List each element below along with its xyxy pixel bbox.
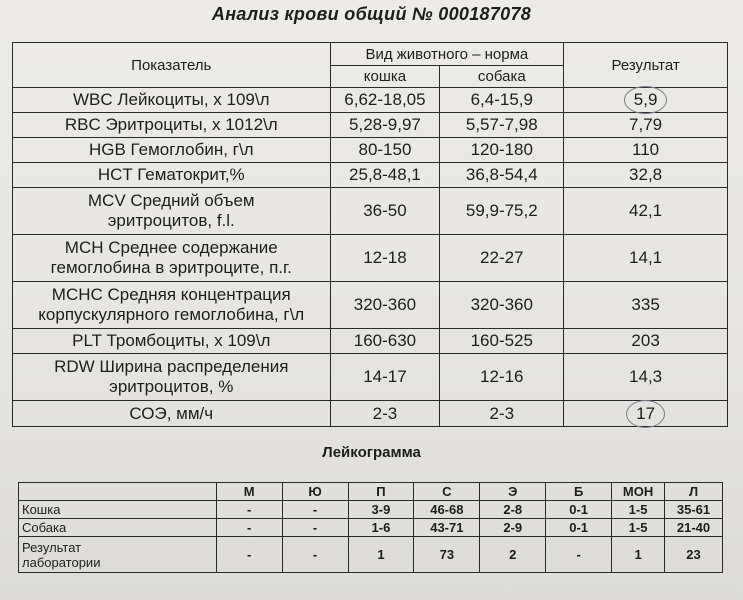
leukogram-cell: 1-5 — [612, 519, 665, 537]
row-dog: 36,8-54,4 — [440, 163, 564, 188]
header-param: Показатель — [13, 43, 331, 88]
document-title: Анализ крови общий № 000187078 — [211, 4, 532, 24]
leukogram-col: Ю — [282, 483, 348, 501]
row-cat: 14-17 — [330, 354, 440, 401]
param-line: MCV Средний объем — [87, 191, 255, 210]
param-line: корпускулярного гемоглобина, г\л — [38, 305, 305, 324]
row-param: HCT Гематокрит,% — [13, 163, 331, 188]
leukogram-col: П — [348, 483, 414, 501]
leukogram-row-label — [19, 537, 217, 573]
row-result: 203 — [564, 329, 728, 354]
leukogram-col: Э — [480, 483, 546, 501]
header-result: Результат — [564, 43, 728, 88]
row-dog: 320-360 — [440, 282, 564, 329]
row-param: HGB Гемоглобин, г\л — [13, 138, 331, 163]
leukogram-cell: - — [546, 537, 612, 573]
blood-analysis-table — [12, 42, 728, 427]
param-line: MCH Среднее содержание — [64, 238, 278, 257]
table-row — [13, 235, 728, 282]
label-line: Результат — [22, 539, 82, 555]
row-cat: 80-150 — [330, 138, 440, 163]
leukogram-corner — [19, 483, 217, 501]
row-result: 110 — [564, 138, 728, 163]
header-cat: кошка — [330, 66, 440, 88]
row-dog: 120-180 — [440, 138, 564, 163]
row-dog: 59,9-75,2 — [440, 188, 564, 235]
leukogram-cell: 46-68 — [414, 501, 480, 519]
table-row — [13, 329, 728, 354]
row-cat: 12-18 — [330, 235, 440, 282]
leukogram-title: Лейкограмма — [322, 444, 421, 461]
leukogram-cell: 3-9 — [348, 501, 414, 519]
row-result: 14,3 — [564, 354, 728, 401]
leukogram-row-label: Собака — [19, 519, 217, 537]
row-cat: 320-360 — [330, 282, 440, 329]
row-result: 32,8 — [564, 163, 728, 188]
leukogram-cell: 1 — [348, 537, 414, 573]
row-param — [13, 282, 331, 329]
leukogram-cell: 2-9 — [480, 519, 546, 537]
leukogram-cell: - — [282, 501, 348, 519]
leukogram-col: С — [414, 483, 480, 501]
leukogram-cell: 23 — [665, 537, 723, 573]
leukogram-row — [19, 519, 723, 537]
row-param: PLT Тромбоциты, х 109\л — [13, 329, 331, 354]
leukogram-row — [19, 501, 723, 519]
leukogram-cell: - — [216, 501, 282, 519]
row-param: WBC Лейкоциты, х 109\л — [13, 88, 331, 113]
row-cat: 6,62-18,05 — [330, 88, 440, 113]
row-dog: 160-525 — [440, 329, 564, 354]
leukogram-cell: 0-1 — [546, 501, 612, 519]
row-cat: 36-50 — [330, 188, 440, 235]
row-result: 7,79 — [564, 113, 728, 138]
leukogram-cell: 43-71 — [414, 519, 480, 537]
leukogram-cell: 1-5 — [612, 501, 665, 519]
row-param — [13, 354, 331, 401]
row-dog: 6,4-15,9 — [440, 88, 564, 113]
leukogram-cell: 35-61 — [665, 501, 723, 519]
row-dog: 22-27 — [440, 235, 564, 282]
leukogram-cell: 1 — [612, 537, 665, 573]
row-dog: 5,57-7,98 — [440, 113, 564, 138]
row-dog: 12-16 — [440, 354, 564, 401]
label-line: лаборатории — [22, 554, 101, 570]
table-row — [13, 188, 728, 235]
row-param: RBC Эритроциты, х 1012\л — [13, 113, 331, 138]
param-line: эритроцитов, f.l. — [107, 211, 235, 230]
leukogram-header-row — [19, 483, 723, 501]
param-line: эритроцитов, % — [109, 377, 234, 396]
row-param — [13, 188, 331, 235]
row-dog: 2-3 — [440, 401, 564, 427]
leukogram-col: Л — [665, 483, 723, 501]
row-param: СОЭ, мм/ч — [13, 401, 331, 427]
table-row — [13, 138, 728, 163]
table-row — [13, 401, 728, 427]
circled-result: 17 — [636, 403, 656, 423]
leukogram-row-label: Кошка — [19, 501, 217, 519]
leukogram-cell: - — [216, 537, 282, 573]
header-dog: собака — [440, 66, 564, 88]
param-line: гемоглобина в эритроците, п.г. — [50, 258, 292, 277]
row-cat: 160-630 — [330, 329, 440, 354]
leukogram-cell: - — [282, 519, 348, 537]
leukogram-cell: - — [216, 519, 282, 537]
row-result — [564, 88, 728, 113]
circled-result: 5,9 — [633, 90, 658, 109]
leukogram-cell: 21-40 — [665, 519, 723, 537]
row-result — [564, 401, 728, 427]
table-row — [13, 354, 728, 401]
table-row — [13, 113, 728, 138]
leukogram-cell: - — [282, 537, 348, 573]
leukogram-cell: 0-1 — [546, 519, 612, 537]
row-cat: 2-3 — [330, 401, 440, 427]
row-result: 42,1 — [564, 188, 728, 235]
leukogram-cell: 2-8 — [480, 501, 546, 519]
row-result: 335 — [564, 282, 728, 329]
table-row — [13, 282, 728, 329]
row-cat: 25,8-48,1 — [330, 163, 440, 188]
leukogram-cell: 73 — [414, 537, 480, 573]
leukogram-table — [18, 482, 723, 573]
leukogram-cell: 1-6 — [348, 519, 414, 537]
table-row — [13, 163, 728, 188]
leukogram-col: М — [216, 483, 282, 501]
row-result: 14,1 — [564, 235, 728, 282]
param-line: RDW Ширина распределения — [54, 357, 289, 376]
header-species: Вид животного – норма — [330, 43, 564, 66]
leukogram-col: Б — [546, 483, 612, 501]
leukogram-col: МОН — [612, 483, 665, 501]
leukogram-row — [19, 537, 723, 573]
row-cat: 5,28-9,97 — [330, 113, 440, 138]
table-row — [13, 88, 728, 113]
param-line: MCHC Средняя концентрация — [51, 285, 291, 304]
leukogram-cell: 2 — [480, 537, 546, 573]
row-param — [13, 235, 331, 282]
